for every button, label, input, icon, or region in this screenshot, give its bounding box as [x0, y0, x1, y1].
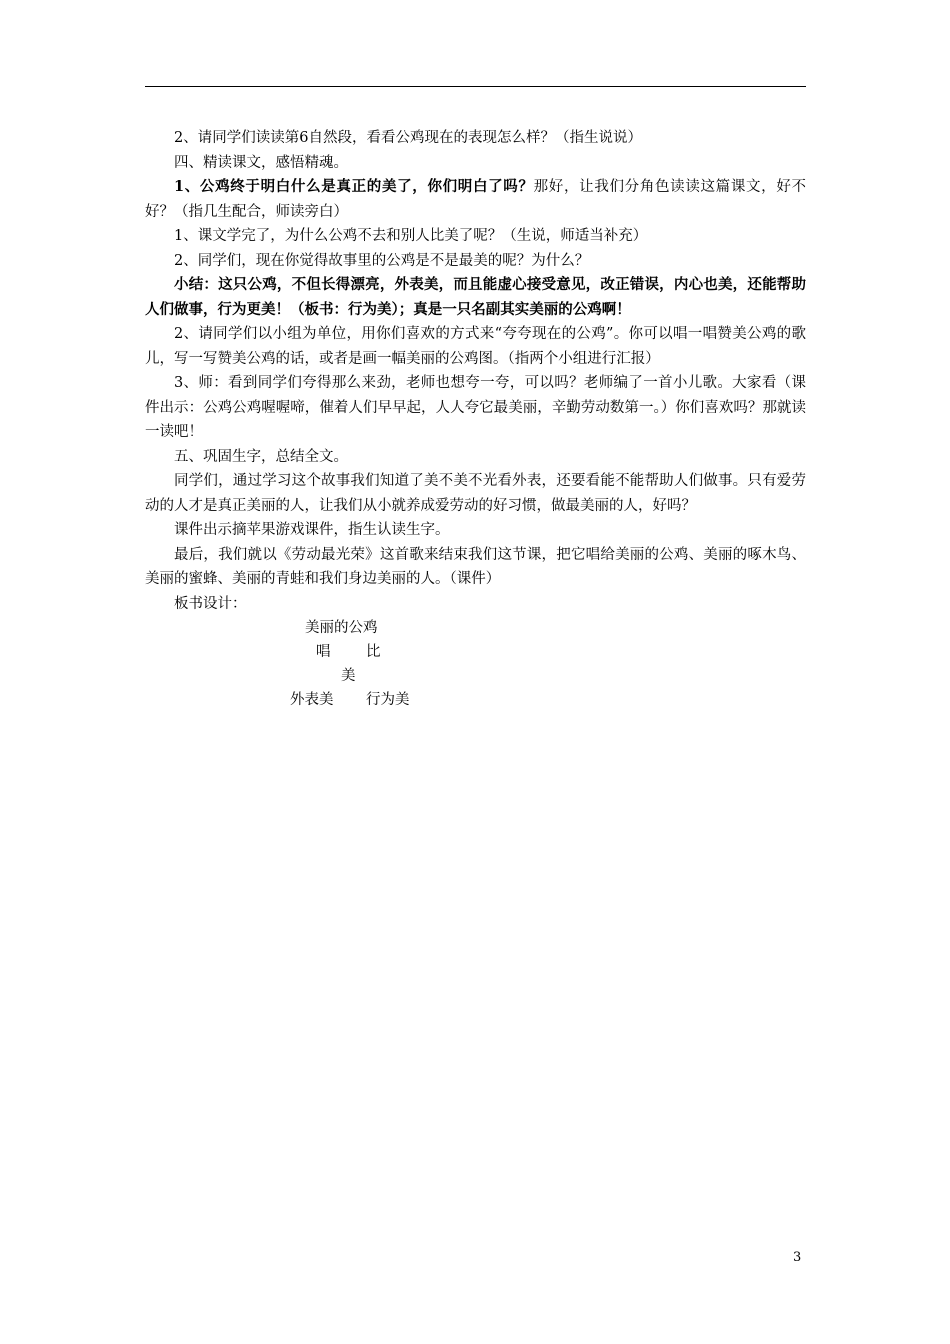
paragraph: 最后，我们就以《劳动最光荣》这首歌来结束我们这节课，把它唱给美丽的公鸡、美丽的啄木鸟、美丽的蜜蜂、美丽的青蛙和我们身边美丽的人。（课件） — [145, 546, 806, 587]
paragraph: 2、请同学们以小组为单位，用你们喜欢的方式来“夸夸现在的公鸡”。你可以唱一唱赞美公鸡的歌儿，写一写赞美公鸡的话，或者是画一幅美丽的公鸡图。（指两个小组进行汇报） — [145, 326, 806, 367]
paragraph: 五、巩固生字，总结全文。 — [174, 448, 348, 465]
board-center: 美 — [341, 668, 356, 684]
board-left-bottom: 外表美 — [290, 692, 334, 708]
blackboard-design — [145, 616, 806, 716]
paragraph: 板书设计： — [174, 595, 247, 612]
paragraph: 3、师：看到同学们夸得那么来劲，老师也想夸一夸，可以吗？老师编了一首小儿歌。大家看（课件出示：公鸡公鸡喔喔啼，催着人们早早起，人人夸它最美丽，辛勤劳动数第一。）你们喜欢吗？那就读一读吧！ — [145, 375, 806, 440]
paragraph: 同学们，通过学习这个故事我们知道了美不美不光看外表，还要看能不能帮助人们做事。只有爱劳动的人才是真正美丽的人，让我们从小就养成爱劳动的好习惯，做最美丽的人，好吗？ — [145, 473, 806, 514]
page-number: 3 — [793, 1250, 802, 1265]
header-rule — [145, 86, 806, 87]
paragraph: 2、请同学们读读第6自然段，看看公鸡现在的表现怎么样？（指生说说） — [174, 130, 642, 146]
board-right-top: 比 — [366, 644, 381, 660]
board-title: 美丽的公鸡 — [305, 620, 378, 636]
body-text — [145, 126, 806, 716]
bold-question: 1、公鸡终于明白什么是真正的美了，你们明白了吗？ — [174, 178, 534, 195]
paragraph: 课件出示摘苹果游戏课件，指生认读生字。 — [174, 522, 450, 538]
summary-paragraph: 小结：这只公鸡，不但长得漂亮，外表美，而且能虚心接受意见，改正错误，内心也美，还能帮助人们做事，行为更美！（板书：行为美）；真是一只名副其实美丽的公鸡啊！ — [145, 276, 806, 318]
paragraph-text: 那好，让我们分角色读读这篇课文，好不好？（指几生配合，师读旁白） — [145, 179, 807, 220]
paragraph: 四、精读课文，感悟精魂。 — [174, 154, 348, 171]
board-right-bottom: 行为美 — [366, 692, 410, 708]
paragraph: 2、同学们，现在你觉得故事里的公鸡是不是最美的呢？为什么？ — [174, 252, 590, 269]
board-left-top: 唱 — [316, 644, 331, 660]
paragraph: 1、课文学完了，为什么公鸡不去和别人比美了呢？（生说，师适当补充） — [174, 228, 648, 244]
paragraph — [145, 175, 806, 224]
